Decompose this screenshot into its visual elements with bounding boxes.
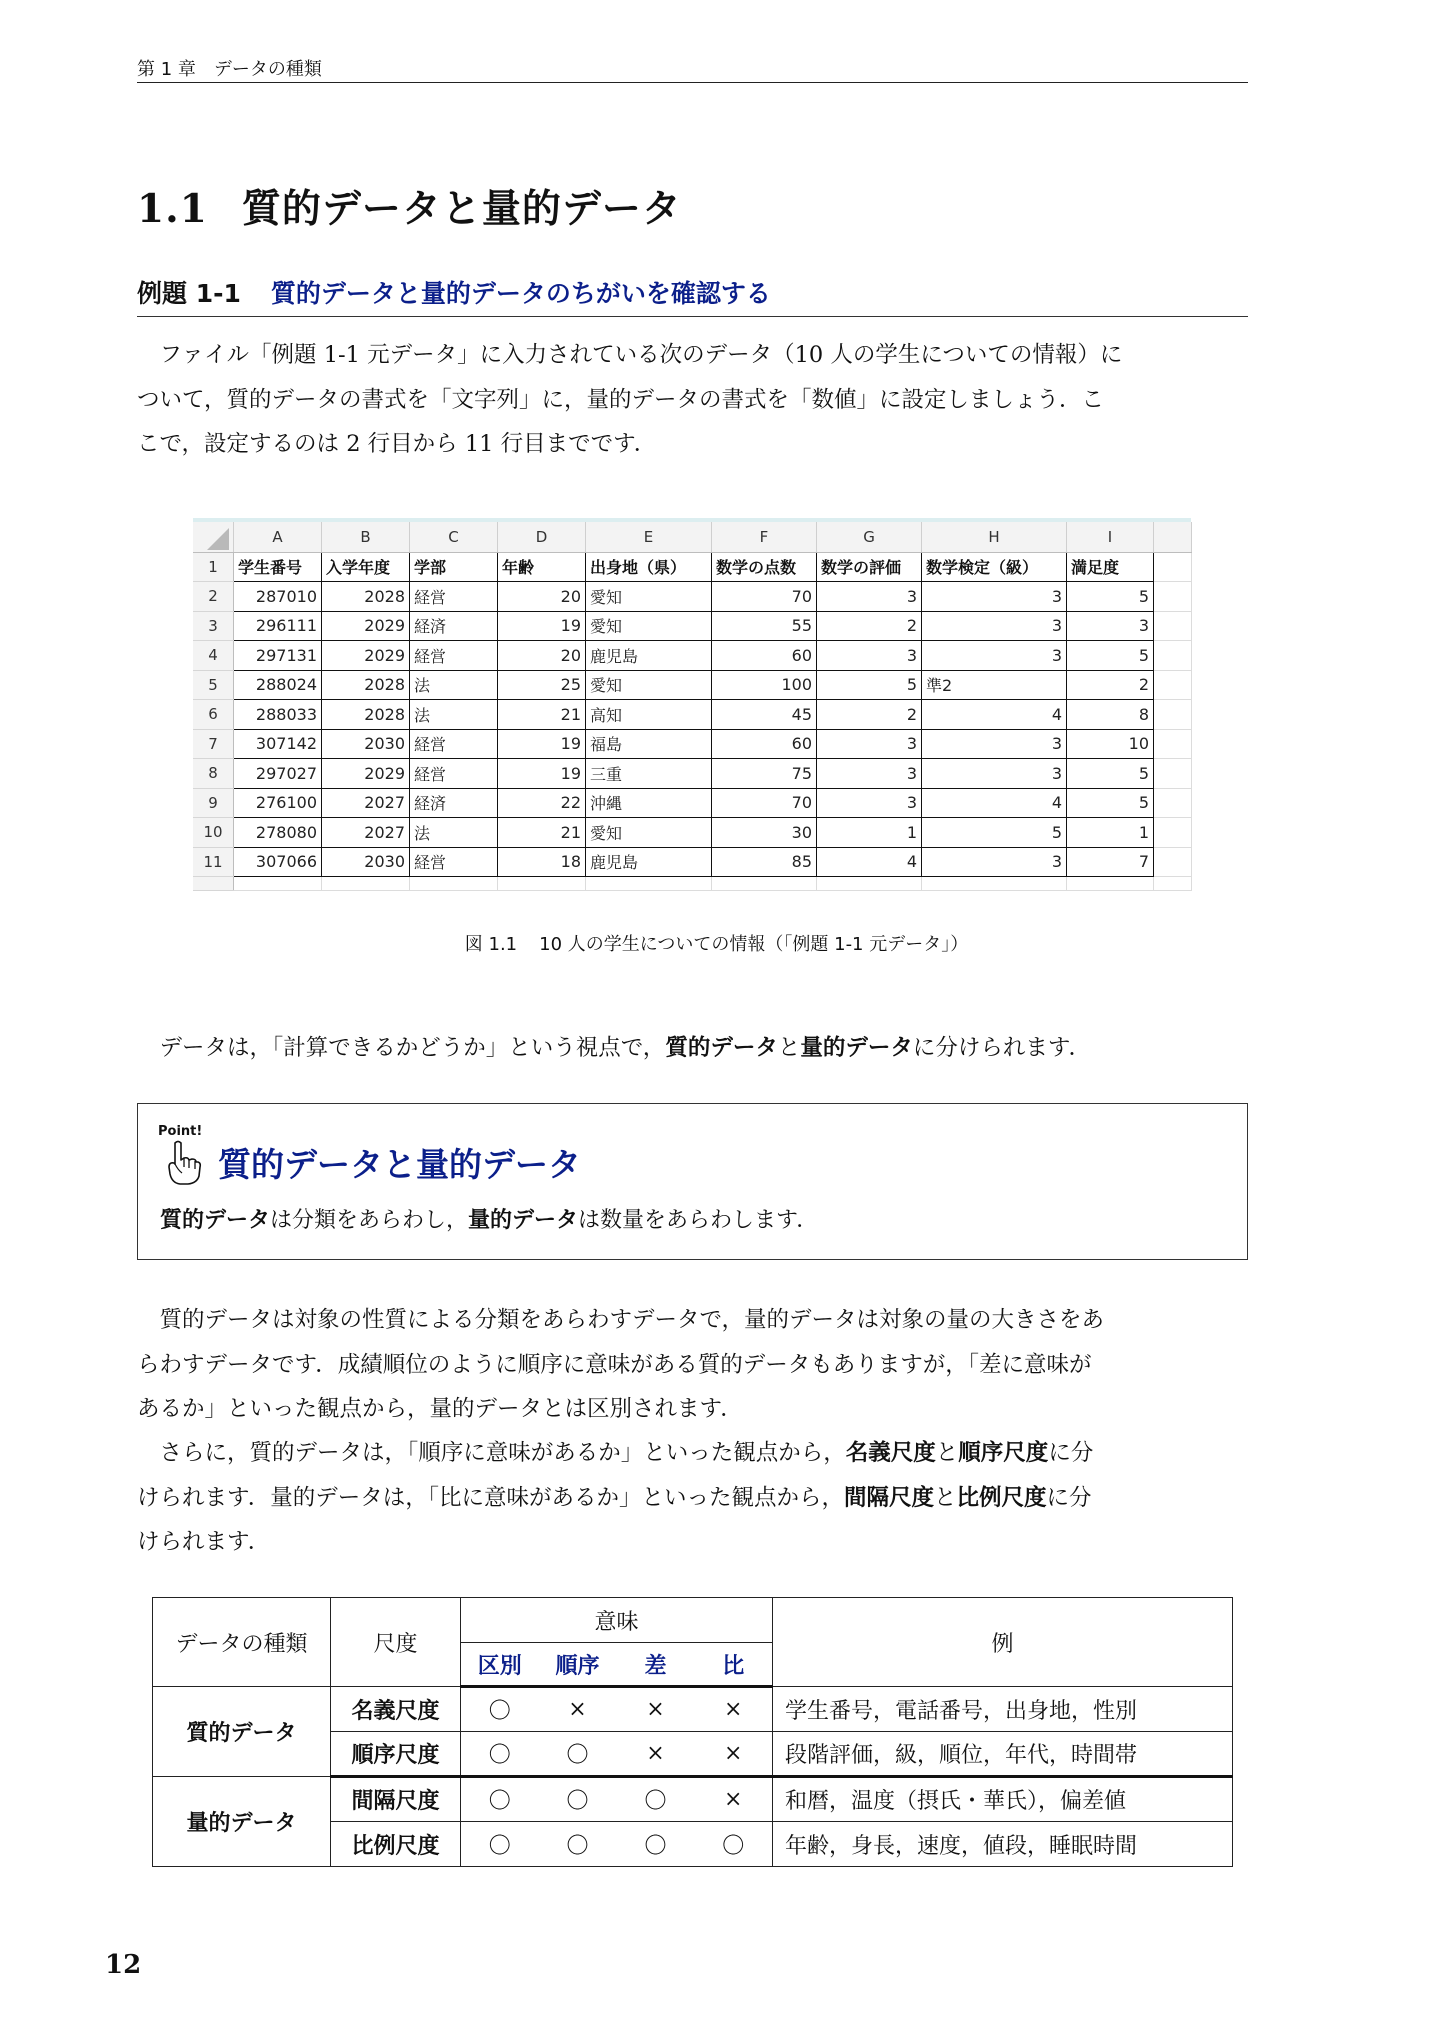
body-text: に分	[1046, 1484, 1092, 1511]
data-cell[interactable]: 8	[1067, 700, 1154, 730]
header-scale: 尺度	[331, 1598, 461, 1687]
example-text: 和暦，温度（摂氏・華氏），偏差値	[773, 1777, 1233, 1822]
table-row	[153, 1687, 1233, 1732]
data-cell[interactable]: 22	[498, 788, 586, 818]
data-cell[interactable]: 30	[712, 818, 817, 848]
section-heading	[137, 178, 682, 234]
table-row	[153, 1777, 1233, 1822]
data-cell[interactable]: 経営	[410, 729, 498, 759]
meaning-ratio: 比	[695, 1643, 773, 1687]
data-cell[interactable]: 60	[712, 641, 817, 671]
data-cell[interactable]: 2029	[322, 641, 410, 671]
empty-cell[interactable]	[1154, 641, 1192, 671]
running-header: 第 1 章 データの種類	[137, 59, 322, 80]
header-cell[interactable]: 年齢	[498, 552, 586, 582]
data-cell[interactable]: 288033	[234, 700, 322, 730]
example-text: 段階評価，級，順位，年代，時間帯	[773, 1732, 1233, 1777]
header-meaning: 意味	[461, 1598, 773, 1643]
sheet-row	[193, 700, 1192, 730]
example-heading	[137, 274, 771, 310]
data-cell[interactable]: 60	[712, 729, 817, 759]
mark: ×	[695, 1732, 773, 1777]
data-cell[interactable]: 準2	[922, 670, 1067, 700]
empty-cell[interactable]	[1067, 877, 1154, 891]
data-cell[interactable]: 5	[1067, 759, 1154, 789]
column-header[interactable]: E	[586, 522, 712, 552]
summary-sentence	[137, 1026, 1248, 1071]
body-text: と	[935, 1440, 959, 1466]
mark: 〇	[617, 1777, 695, 1822]
data-cell[interactable]: 307066	[234, 847, 322, 877]
sheet-row	[193, 641, 1192, 671]
empty-cell[interactable]	[1154, 818, 1192, 848]
intro-line: こで，設定するのは 2 行目から 11 行目までです．	[137, 431, 657, 457]
figure-caption	[0, 930, 1433, 956]
sheet-row	[193, 788, 1192, 818]
data-cell[interactable]: 2027	[322, 788, 410, 818]
empty-cell[interactable]	[1154, 788, 1192, 818]
data-cell[interactable]: 5	[1067, 788, 1154, 818]
data-cell[interactable]: 21	[498, 700, 586, 730]
data-cell[interactable]: 経済	[410, 788, 498, 818]
data-cell[interactable]: 297027	[234, 759, 322, 789]
point-title: 質的データと量的データ	[218, 1145, 581, 1184]
term-quantitative: 量的データ	[468, 1208, 579, 1233]
data-cell[interactable]: 2027	[322, 818, 410, 848]
data-cell[interactable]: 4	[922, 788, 1067, 818]
data-cell[interactable]: 20	[498, 582, 586, 612]
mark: ×	[617, 1687, 695, 1732]
empty-cell[interactable]	[1154, 759, 1192, 789]
meaning-order: 順序	[539, 1643, 617, 1687]
data-cell[interactable]: 経営	[410, 641, 498, 671]
point-body	[160, 1203, 818, 1234]
summary-text: と	[777, 1035, 801, 1061]
empty-cell[interactable]	[1154, 729, 1192, 759]
row-header[interactable]: 1	[193, 552, 234, 582]
point-label: Point!	[158, 1124, 203, 1139]
data-cell[interactable]: 愛知	[586, 670, 712, 700]
sheet-row	[193, 729, 1192, 759]
figure-caption-text: 10 人の学生についての情報（「例題 1-1 元データ」）	[539, 934, 969, 955]
data-cell[interactable]: 3	[817, 729, 922, 759]
empty-cell[interactable]	[586, 877, 712, 891]
sheet-row	[193, 582, 1192, 612]
data-cell[interactable]: 福島	[586, 729, 712, 759]
term-qualitative: 質的データ	[665, 1035, 778, 1061]
data-cell[interactable]: 19	[498, 729, 586, 759]
scale-table	[152, 1597, 1233, 1867]
column-header[interactable]: G	[817, 522, 922, 552]
header-cell[interactable]: 入学年度	[322, 552, 410, 582]
data-cell[interactable]: 21	[498, 818, 586, 848]
data-cell[interactable]: 三重	[586, 759, 712, 789]
header-example: 例	[773, 1598, 1233, 1687]
example-text: 学生番号，電話番号，出身地，性別	[773, 1687, 1233, 1732]
data-cell[interactable]: 2029	[322, 759, 410, 789]
mark: 〇	[617, 1822, 695, 1867]
select-all-triangle-icon	[207, 528, 229, 550]
point-text: は分類をあらわし，	[270, 1208, 469, 1233]
data-cell[interactable]: 5	[1067, 641, 1154, 671]
data-cell[interactable]: 5	[922, 818, 1067, 848]
scale-name: 順序尺度	[331, 1732, 461, 1777]
data-cell[interactable]: 愛知	[586, 611, 712, 641]
data-cell[interactable]: 55	[712, 611, 817, 641]
sheet-row	[193, 847, 1192, 877]
data-cell[interactable]: 297131	[234, 641, 322, 671]
data-cell[interactable]: 3	[922, 641, 1067, 671]
data-cell[interactable]: 3	[817, 582, 922, 612]
data-cell[interactable]: 4	[922, 700, 1067, 730]
data-cell[interactable]: 7	[1067, 847, 1154, 877]
mark: 〇	[461, 1687, 539, 1732]
data-cell[interactable]: 高知	[586, 700, 712, 730]
body-line: あるか」といった観点から，量的データとは区別されます．	[137, 1396, 743, 1422]
mark: 〇	[539, 1732, 617, 1777]
data-cell[interactable]: 3	[922, 729, 1067, 759]
term-quantitative: 量的データ	[800, 1035, 913, 1061]
data-cell[interactable]: 鹿児島	[586, 847, 712, 877]
data-cell[interactable]: 鹿児島	[586, 641, 712, 671]
column-header[interactable]: I	[1067, 522, 1154, 552]
data-cell[interactable]: 19	[498, 611, 586, 641]
data-cell[interactable]: 307142	[234, 729, 322, 759]
mark: ×	[539, 1687, 617, 1732]
data-cell[interactable]: 経営	[410, 759, 498, 789]
page-number: 12	[105, 1950, 142, 1980]
mark: ×	[617, 1732, 695, 1777]
header-cell[interactable]: 出身地（県）	[586, 552, 712, 582]
body-line: けられます．	[137, 1529, 271, 1555]
header-rule	[137, 82, 1248, 83]
data-cell[interactable]: 3	[922, 759, 1067, 789]
data-cell[interactable]: 18	[498, 847, 586, 877]
body-line	[137, 1476, 1248, 1521]
data-cell[interactable]: 経営	[410, 582, 498, 612]
data-cell[interactable]: 3	[817, 641, 922, 671]
data-cell[interactable]: 法	[410, 818, 498, 848]
data-cell[interactable]: 2030	[322, 847, 410, 877]
column-header-blank	[1154, 522, 1192, 552]
header-cell[interactable]: 数学の評価	[817, 552, 922, 582]
row-header[interactable]: 10	[193, 818, 234, 848]
data-cell[interactable]: 45	[712, 700, 817, 730]
data-cell[interactable]: 2	[1067, 670, 1154, 700]
empty-cell[interactable]	[410, 877, 498, 891]
data-cell[interactable]: 経済	[410, 611, 498, 641]
pointing-hand-icon	[166, 1140, 202, 1186]
data-cell[interactable]: 70	[712, 582, 817, 612]
mark: ×	[695, 1777, 773, 1822]
row-header[interactable]: 3	[193, 611, 234, 641]
header-data-type: データの種類	[153, 1598, 331, 1687]
body-line: 質的データは対象の性質による分類をあらわすデータで，量的データは対象の量の大きさをあ	[137, 1307, 1105, 1333]
group-qualitative: 質的データ	[153, 1687, 331, 1777]
example-title: 質的データと量的データのちがいを確認する	[270, 279, 771, 308]
empty-cell[interactable]	[1154, 700, 1192, 730]
header-cell[interactable]: 満足度	[1067, 552, 1154, 582]
data-cell[interactable]: 3	[922, 611, 1067, 641]
data-cell[interactable]: 2	[817, 611, 922, 641]
column-header[interactable]: A	[234, 522, 322, 552]
column-header[interactable]: F	[712, 522, 817, 552]
scale-name: 名義尺度	[331, 1687, 461, 1732]
column-header[interactable]: D	[498, 522, 586, 552]
data-cell[interactable]: 19	[498, 759, 586, 789]
body-line	[137, 1431, 1248, 1476]
scale-name: 間隔尺度	[331, 1777, 461, 1822]
row-header[interactable]: 7	[193, 729, 234, 759]
row-header[interactable]: 9	[193, 788, 234, 818]
header-cell[interactable]: 学生番号	[234, 552, 322, 582]
mark: 〇	[539, 1822, 617, 1867]
data-cell[interactable]: 2030	[322, 729, 410, 759]
body-text: と	[933, 1484, 957, 1511]
column-header[interactable]: C	[410, 522, 498, 552]
sheet-row	[193, 818, 1192, 848]
empty-cell[interactable]	[1154, 611, 1192, 641]
summary-text: データは，「計算できるかどうか」という視点で，	[137, 1035, 666, 1061]
data-cell[interactable]: 25	[498, 670, 586, 700]
data-cell[interactable]: 296111	[234, 611, 322, 641]
example-label: 例題 1-1	[137, 279, 241, 308]
summary-text: に分けられます．	[912, 1035, 1092, 1061]
data-cell[interactable]: 3	[817, 788, 922, 818]
data-cell[interactable]: 愛知	[586, 582, 712, 612]
sheet-row	[193, 611, 1192, 641]
meaning-distinction: 区別	[461, 1643, 539, 1687]
empty-cell[interactable]	[1154, 582, 1192, 612]
data-cell[interactable]: 5	[817, 670, 922, 700]
body-line: らわすデータです．成績順位のように順序に意味がある質的データもありますが，「差に意味が	[137, 1351, 1092, 1378]
data-cell[interactable]: 3	[1067, 611, 1154, 641]
column-header[interactable]: B	[322, 522, 410, 552]
empty-cell[interactable]	[922, 877, 1067, 891]
column-header[interactable]: H	[922, 522, 1067, 552]
body-text: けられます．量的データは，「比に意味があるか」といった観点から，	[137, 1484, 844, 1511]
spreadsheet-grid	[193, 522, 1192, 891]
data-cell[interactable]: 沖縄	[586, 788, 712, 818]
empty-cell[interactable]	[1154, 670, 1192, 700]
term-ordinal-scale: 順序尺度	[958, 1440, 1049, 1466]
data-cell[interactable]: 2	[817, 700, 922, 730]
scale-name: 比例尺度	[331, 1822, 461, 1867]
sheet-row	[193, 670, 1192, 700]
term-interval-scale: 間隔尺度	[843, 1484, 934, 1511]
data-cell[interactable]: 法	[410, 670, 498, 700]
header-cell[interactable]: 学部	[410, 552, 498, 582]
mark: 〇	[461, 1822, 539, 1867]
row-header[interactable]: 5	[193, 670, 234, 700]
data-cell[interactable]: 100	[712, 670, 817, 700]
term-nominal-scale: 名義尺度	[845, 1440, 936, 1466]
empty-cell[interactable]	[1154, 847, 1192, 877]
data-cell[interactable]: 3	[922, 847, 1067, 877]
term-qualitative: 質的データ	[160, 1208, 271, 1233]
data-cell[interactable]: 2029	[322, 611, 410, 641]
data-cell[interactable]: 1	[1067, 818, 1154, 848]
data-cell[interactable]: 4	[817, 847, 922, 877]
data-cell[interactable]: 278080	[234, 818, 322, 848]
section-title: 質的データと量的データ	[241, 187, 682, 232]
data-cell[interactable]: 3	[922, 582, 1067, 612]
data-cell[interactable]: 276100	[234, 788, 322, 818]
intro-line: ファイル「例題 1-1 元データ」に入力されている次のデータ（10 人の学生についての情報）に	[137, 342, 1123, 368]
data-cell[interactable]: 287010	[234, 582, 322, 612]
intro-line: ついて，質的データの書式を「文字列」に，量的データの書式を「数値」に設定しましょう．こ	[137, 386, 1105, 413]
data-cell[interactable]: 2028	[322, 670, 410, 700]
data-cell[interactable]: 10	[1067, 729, 1154, 759]
data-cell[interactable]: 2028	[322, 700, 410, 730]
section-number: 1.1	[137, 186, 208, 232]
figure-number: 図 1.1	[464, 934, 518, 955]
data-cell[interactable]: 愛知	[586, 818, 712, 848]
row-header[interactable]	[193, 877, 234, 891]
group-quantitative: 量的データ	[153, 1777, 331, 1867]
mark: 〇	[461, 1777, 539, 1822]
empty-cell[interactable]	[322, 877, 410, 891]
row-header[interactable]: 8	[193, 759, 234, 789]
column-header-row	[193, 522, 1192, 552]
empty-cell[interactable]	[234, 877, 322, 891]
data-cell[interactable]: 1	[817, 818, 922, 848]
empty-cell[interactable]	[1154, 877, 1192, 891]
select-all-corner[interactable]	[193, 522, 234, 552]
meaning-difference: 差	[617, 1643, 695, 1687]
data-cell[interactable]: 85	[712, 847, 817, 877]
mark: 〇	[539, 1777, 617, 1822]
point-text: は数量をあらわします．	[578, 1208, 819, 1233]
body-text: に分	[1048, 1440, 1094, 1466]
row-header[interactable]: 6	[193, 700, 234, 730]
intro-paragraph	[137, 333, 1248, 467]
data-cell[interactable]: 3	[817, 759, 922, 789]
body-paragraph-3	[137, 1431, 1248, 1565]
data-cell[interactable]: 2028	[322, 582, 410, 612]
mark: 〇	[461, 1732, 539, 1777]
row-header[interactable]: 4	[193, 641, 234, 671]
mark: ×	[695, 1687, 773, 1732]
row-header[interactable]: 11	[193, 847, 234, 877]
data-cell[interactable]: 70	[712, 788, 817, 818]
sheet-row	[193, 552, 1192, 582]
sheet-row	[193, 877, 1192, 891]
data-cell[interactable]: 5	[1067, 582, 1154, 612]
empty-cell[interactable]	[1154, 552, 1192, 582]
data-cell[interactable]: 20	[498, 641, 586, 671]
mark: 〇	[695, 1822, 773, 1867]
body-text: さらに，質的データは，「順序に意味があるか」といった観点から，	[137, 1440, 846, 1466]
empty-cell[interactable]	[712, 877, 817, 891]
header-cell[interactable]: 数学検定（級）	[922, 552, 1067, 582]
empty-cell[interactable]	[498, 877, 586, 891]
header-cell[interactable]: 数学の点数	[712, 552, 817, 582]
example-text: 年齢，身長，速度，値段，睡眠時間	[773, 1822, 1233, 1867]
body-paragraph-2	[137, 1298, 1248, 1432]
row-header[interactable]: 2	[193, 582, 234, 612]
data-cell[interactable]: 法	[410, 700, 498, 730]
spreadsheet	[193, 522, 1193, 905]
empty-cell[interactable]	[817, 877, 922, 891]
example-rule	[137, 316, 1248, 317]
sheet-row	[193, 759, 1192, 789]
data-cell[interactable]: 経営	[410, 847, 498, 877]
data-cell[interactable]: 75	[712, 759, 817, 789]
term-ratio-scale: 比例尺度	[956, 1484, 1047, 1511]
data-cell[interactable]: 288024	[234, 670, 322, 700]
